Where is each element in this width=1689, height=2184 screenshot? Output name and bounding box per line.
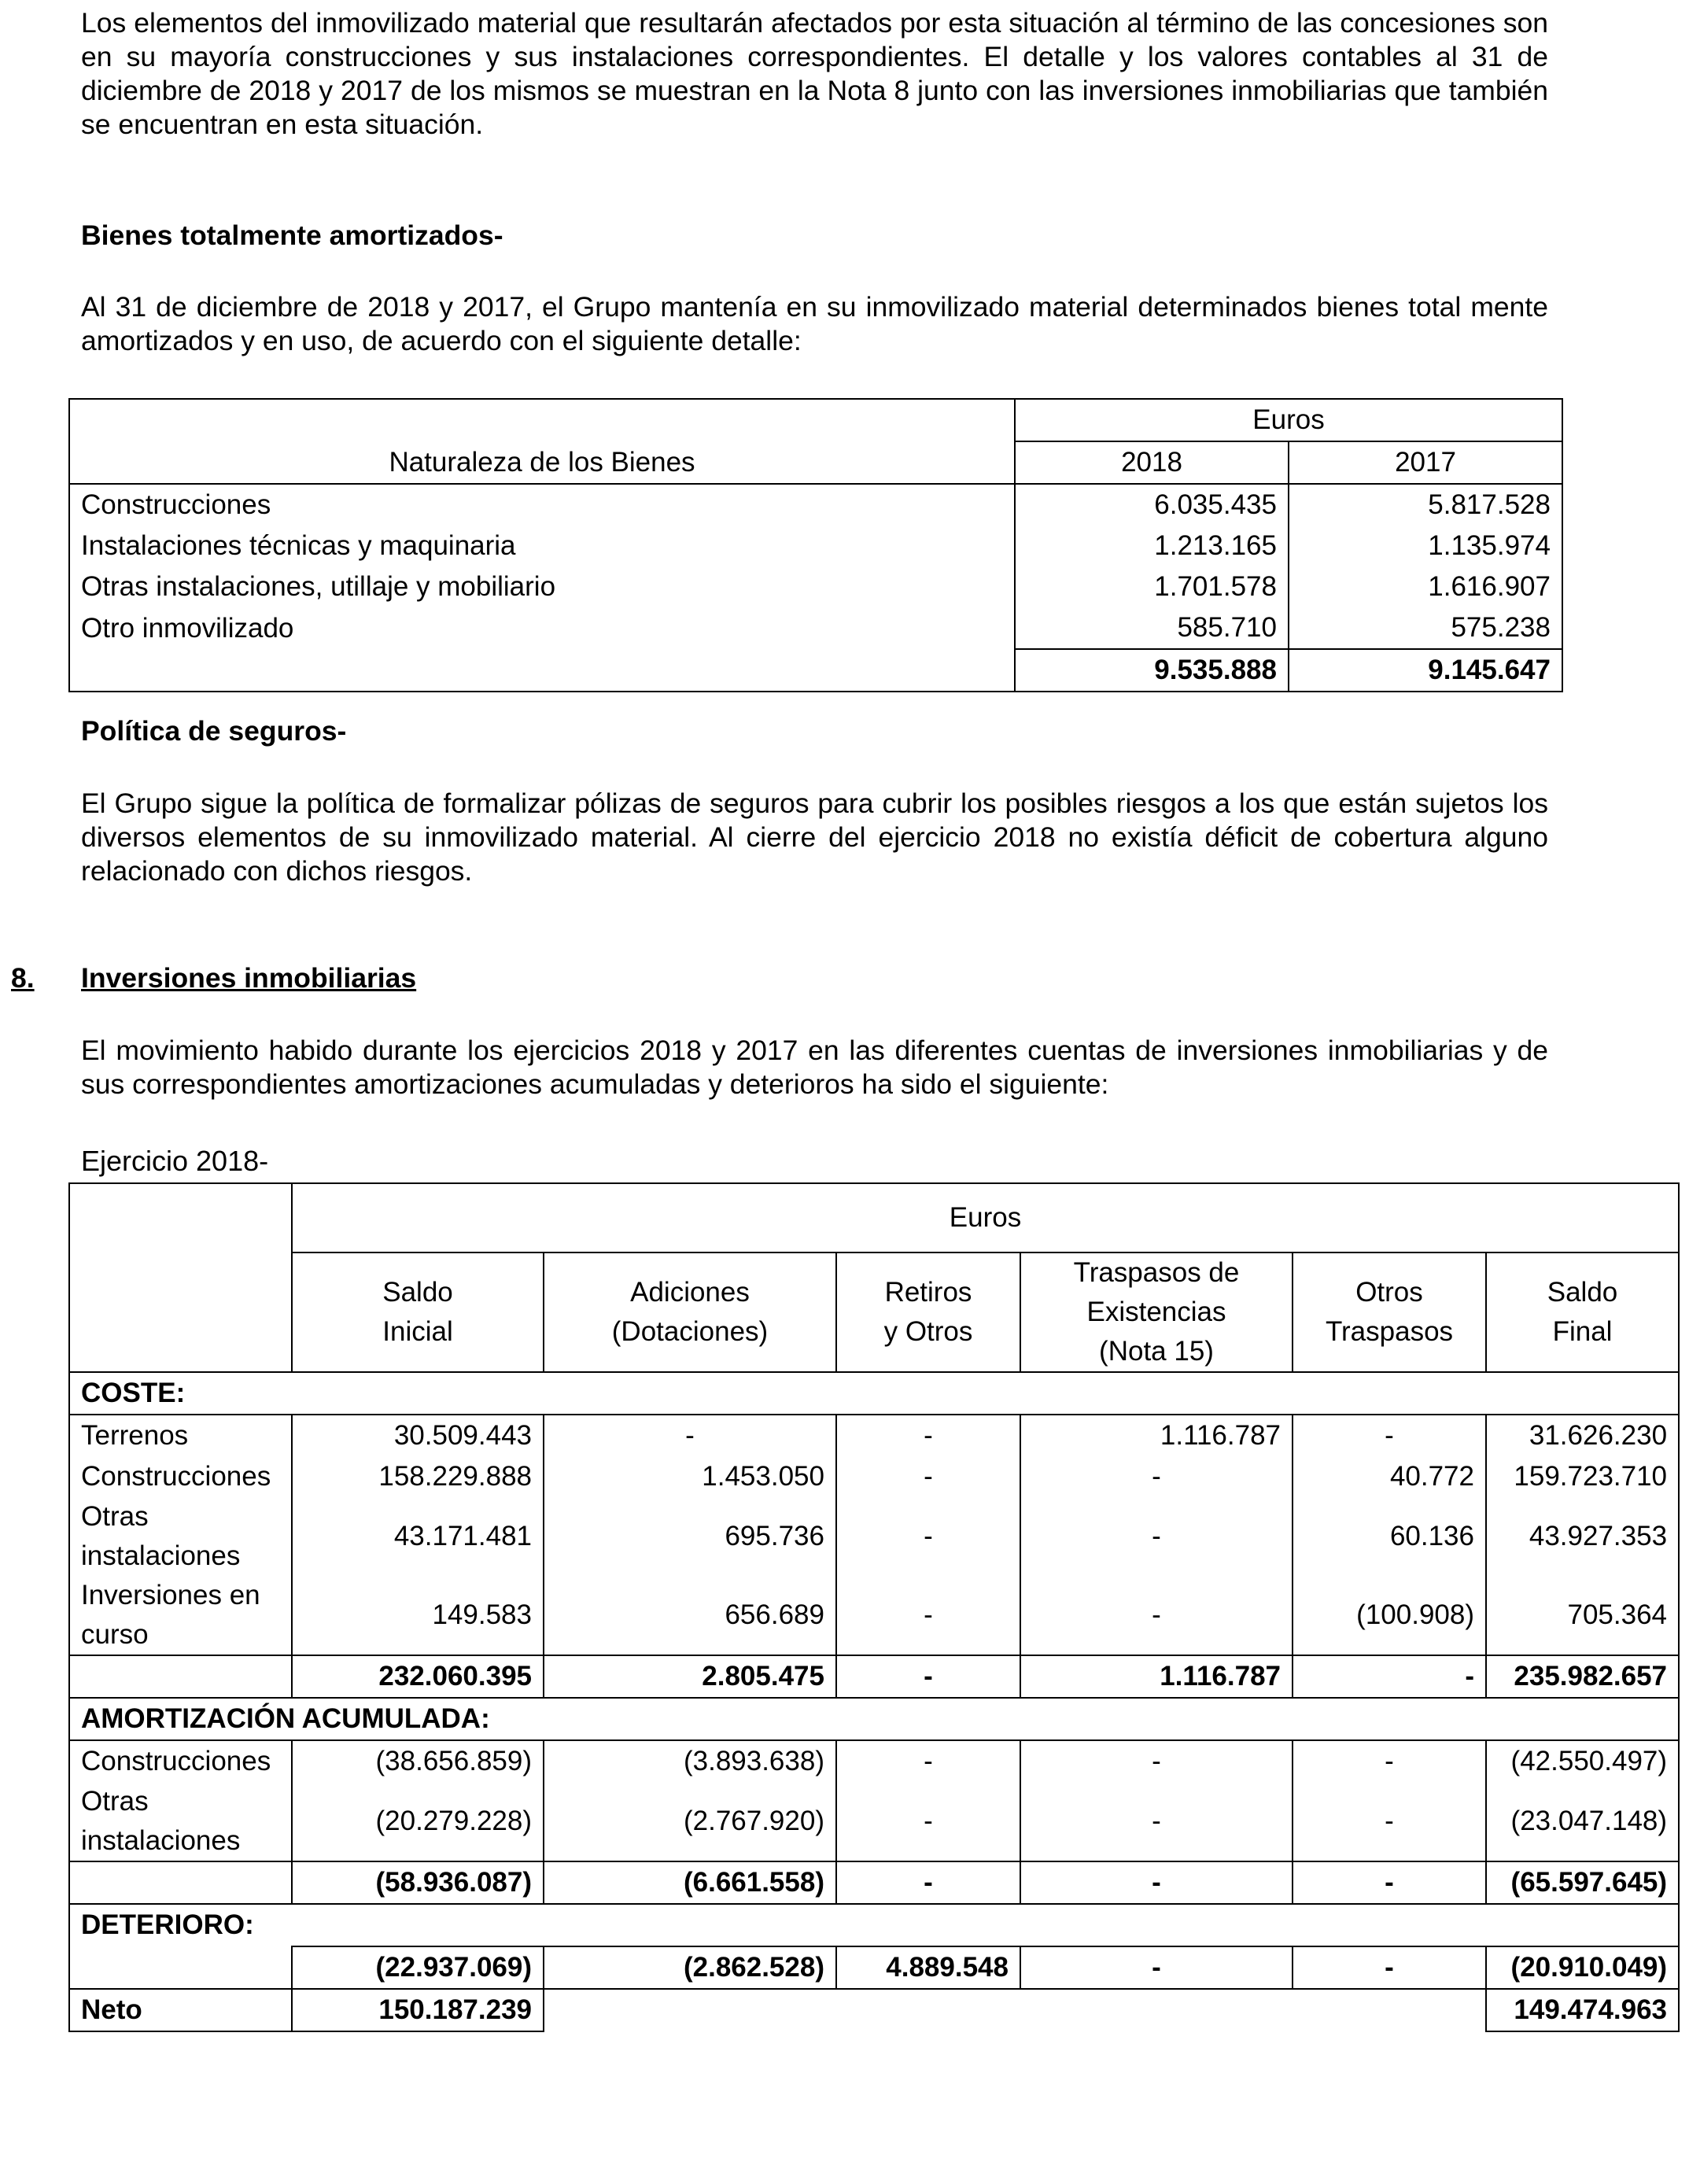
col-saldo-inicial: Saldo Inicial: [292, 1252, 544, 1372]
amortizacion-label: AMORTIZACIÓN ACUMULADA:: [69, 1698, 1679, 1740]
intro-paragraph: Los elementos del inmovilizado material que resultarán afectados por esta situación al término de las concesiones son en su mayoría construcciones y sus instalaciones correspondientes. El detalle y los valores contables al 31 de diciembre de 2018 y 2017 de los mismos se muestran en la Nota 8 junto con las inversiones inmobiliarias que también se encuentran en esta situación.: [81, 7, 1548, 140]
bienes-table: [68, 398, 1563, 692]
table-row: Otras instalaciones 43.171.481 695.736 - - 60.136 43.927.353: [69, 1497, 1679, 1576]
coste-label: COSTE:: [69, 1372, 1679, 1415]
col-retiros: Retiros y Otros: [836, 1252, 1020, 1372]
table-row: Construcciones 158.229.888 1.453.050 - - 40.772 159.723.710: [69, 1456, 1679, 1497]
amortizacion-total-row: (58.936.087) (6.661.558) - - - (65.597.645): [69, 1861, 1679, 1904]
seguros-paragraph: El Grupo sigue la política de formalizar pólizas de seguros para cubrir los posibles riesgos a los que están sujetos los diversos elementos de su inmovilizado material. Al cierre del ejercicio 2018 no existía déficit de cobertura alguno relacionado con dichos riesgos.: [81, 788, 1548, 887]
table-total-row: [69, 649, 1562, 692]
bienes-year-2017: 2017: [1289, 441, 1562, 484]
table-caption: Ejercicio 2018-: [81, 1145, 269, 1177]
section-number: 8.: [11, 962, 35, 994]
deterioro-label: DETERIORO:: [69, 1904, 1679, 1946]
bienes-currency-header: Euros: [1015, 399, 1562, 441]
table-row: Inversiones en curso 149.583 656.689 - - (100.908) 705.364: [69, 1576, 1679, 1655]
col-adiciones: Adiciones (Dotaciones): [544, 1252, 836, 1372]
table-row: Instalaciones técnicas y maquinaria 1.213.165 1.135.974: [69, 526, 1562, 566]
table-row: Construcciones 6.035.435 5.817.528: [69, 484, 1562, 526]
bienes-col-label: Naturaleza de los Bienes: [69, 441, 1015, 484]
bienes-heading: Bienes totalmente amortizados-: [81, 220, 503, 251]
col-otros-traspasos: Otros Traspasos: [1293, 1252, 1486, 1372]
table-row: Otras instalaciones (20.279.228) (2.767.920) - - - (23.047.148): [69, 1782, 1679, 1861]
table-row: Otro inmovilizado 585.710 575.238: [69, 607, 1562, 649]
neto-saldo-inicial: 150.187.239: [292, 1989, 544, 2031]
coste-total-row: 232.060.395 2.805.475 - 1.116.787 - 235.982.657: [69, 1655, 1679, 1698]
col-saldo-final: Saldo Final: [1486, 1252, 1679, 1372]
inversiones-table: [68, 1182, 1680, 2032]
seguros-heading: Política de seguros-: [81, 715, 347, 747]
bienes-paragraph: Al 31 de diciembre de 2018 y 2017, el Grupo mantenía en su inmovilizado material determinados bienes total mente amortizados y en uso, de acuerdo con el siguiente detalle:: [81, 291, 1548, 356]
neto-row: [69, 1989, 1679, 2031]
bienes-total-2018: 9.535.888: [1015, 649, 1289, 692]
neto-label: Neto: [69, 1989, 292, 2031]
section-title: Inversiones inmobiliarias: [81, 962, 417, 994]
bienes-total-2017: 9.145.647: [1289, 649, 1562, 692]
deterioro-total-row: (22.937.069) (2.862.528) 4.889.548 - - (20.910.049): [69, 1946, 1679, 1989]
bienes-year-2018: 2018: [1015, 441, 1289, 484]
table-row: Otras instalaciones, utillaje y mobiliario 1.701.578 1.616.907: [69, 566, 1562, 607]
section8-paragraph: El movimiento habido durante los ejercicios 2018 y 2017 en las diferentes cuentas de inversiones inmobiliarias y de sus correspondientes amortizaciones acumuladas y deterioros ha sido el siguiente:: [81, 1035, 1548, 1100]
table-row: Terrenos 30.509.443 - - 1.116.787 - 31.626.230: [69, 1415, 1679, 1456]
neto-saldo-final: 149.474.963: [1486, 1989, 1679, 2031]
table-row: Construcciones (38.656.859) (3.893.638) - - - (42.550.497): [69, 1740, 1679, 1782]
inv-currency-header: Euros: [292, 1183, 1679, 1252]
col-traspasos-existencias: Traspasos de Existencias (Nota 15): [1020, 1252, 1293, 1372]
